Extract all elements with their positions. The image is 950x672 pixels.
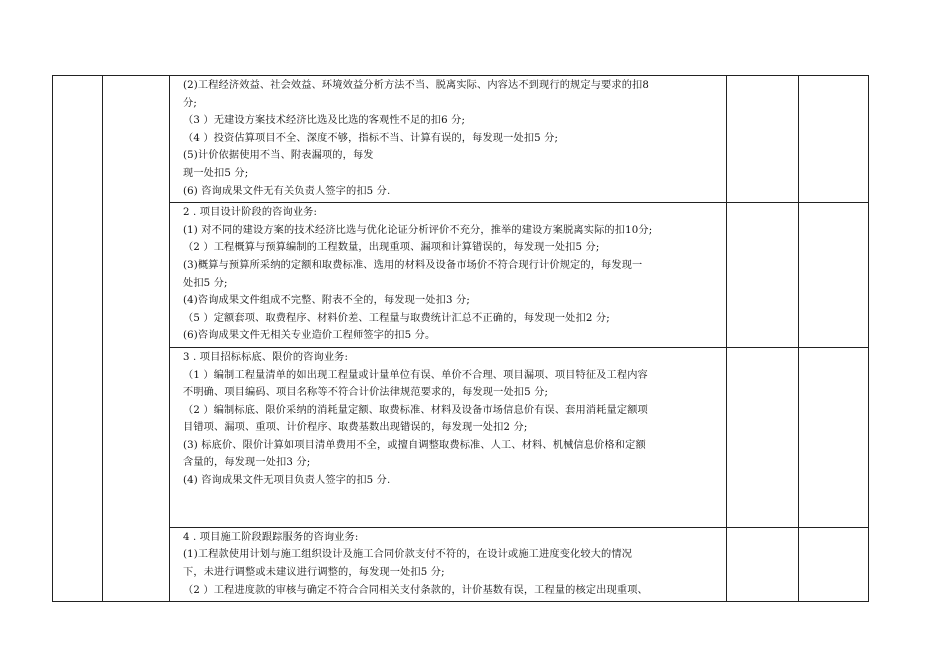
blank-line [183, 507, 722, 525]
criteria-cell-section-3 [170, 347, 727, 527]
score-cell-section-2 [727, 203, 799, 348]
criteria-line: (5)计价依据使用不当、附表漏项的，每发 [183, 150, 374, 162]
blank-line [183, 490, 722, 508]
criteria-line: 分; [183, 97, 197, 109]
criteria-cell-section-4 [170, 527, 727, 601]
criteria-cell-section-2 [170, 203, 727, 348]
score-cell-section-3 [727, 347, 799, 527]
section-heading: 3 . 项目招标标底、限价的咨询业务: [183, 351, 349, 363]
criteria-line: （4 ）投资估算项目不全、深度不够，指标不当、计算有误的，每发现一处扣5 分; [183, 132, 559, 144]
criteria-line: （3 ）无建设方案技术经济比选及比选的客观性不足的扣6 分; [183, 115, 466, 127]
criteria-cell-section-1 [170, 76, 727, 203]
section-heading: 2 . 项目设计阶段的咨询业务: [183, 207, 318, 219]
scoring-table [52, 75, 869, 602]
criteria-line: (6) 咨询成果文件无有关负责人签字的扣5 分. [183, 185, 391, 197]
criteria-line: 目错项、漏项、重项、计价程序、取费基数出现错误的，每发现一处扣2 分; [183, 422, 528, 434]
criteria-line: （1 ）编制工程量清单的如出现工程量或计量单位有误、单价不合理、项目漏项、项目特征及工程内容 [183, 369, 648, 381]
section-heading: 4 . 项目施工阶段跟踪服务的咨询业务: [183, 531, 359, 543]
criteria-line: (2)工程经济效益、社会效益、环境效益分析方法不当、脱离实际、内容达不到现行的规定与要求的扣8 [183, 80, 650, 91]
empty-cell-col2 [103, 76, 170, 602]
score-cell-section-4 [727, 527, 799, 601]
criteria-line: （2 ）工程进度款的审核与确定不符合合同相关支付条款的，计价基数有误，工程量的核定出现重项、 [183, 584, 648, 596]
criteria-line: (6)咨询成果文件无相关专业造价工程师签字的扣5 分。 [183, 330, 436, 342]
criteria-line: (4)咨询成果文件组成不完整、附表不全的，每发现一处扣3 分; [183, 295, 470, 307]
criteria-line: 含量的，每发现一处扣3 分; [183, 457, 311, 469]
criteria-line: 下，未进行调整或未建议进行调整的，每发现一处扣5 分; [183, 567, 445, 579]
score-cell-section-1 [727, 76, 799, 203]
criteria-line: 处扣5 分; [183, 277, 228, 289]
criteria-line: （2 ）工程概算与预算编制的工程数量，出现重项、漏项和计算错误的，每发现一处扣5 分; [183, 242, 600, 254]
criteria-line: (3) 标底价、限价计算如项目清单费用不全，或擅自调整取费标准、人工、材料、机械信息价格和定额 [183, 439, 646, 451]
remark-cell-section-3 [799, 347, 869, 527]
remark-cell-section-1 [799, 76, 869, 203]
empty-cell-col1 [53, 76, 103, 602]
criteria-line: 现一处扣5 分; [183, 167, 249, 179]
criteria-line: （2 ）编制标底、限价采纳的消耗量定额、取费标准、材料及设备市场信息价有误、套用消耗量定额项 [183, 404, 648, 416]
criteria-line: (1)工程款使用计划与施工组织设计及施工合同价款支付不符的，在设计或施工进度变化较大的情况 [183, 549, 633, 561]
criteria-line: (3)概算与预算所采纳的定额和取费标准、选用的材料及设备市场价不符合现行计价规定的，每发现一 [183, 259, 643, 271]
criteria-line: (1) 对不同的建设方案的技术经济比选与优化论证分析评价不充分，推举的建设方案脱离实际的扣10分; [183, 224, 653, 236]
table-row [53, 527, 869, 601]
criteria-line: (4) 咨询成果文件无项目负责人签字的扣5 分. [183, 475, 391, 487]
remark-cell-section-4 [799, 527, 869, 601]
table-row [53, 347, 869, 527]
table-row [53, 203, 869, 348]
criteria-line: 不明确、项目编码、项目名称等不符合计价法律规范要求的，每发现一处扣5 分; [183, 387, 549, 399]
table-row-outer [53, 76, 869, 203]
criteria-line: （5 ）定额套项、取费程序、材料价差、工程量与取费统计汇总不正确的，每发现一处扣2 分; [183, 312, 610, 324]
remark-cell-section-2 [799, 203, 869, 348]
